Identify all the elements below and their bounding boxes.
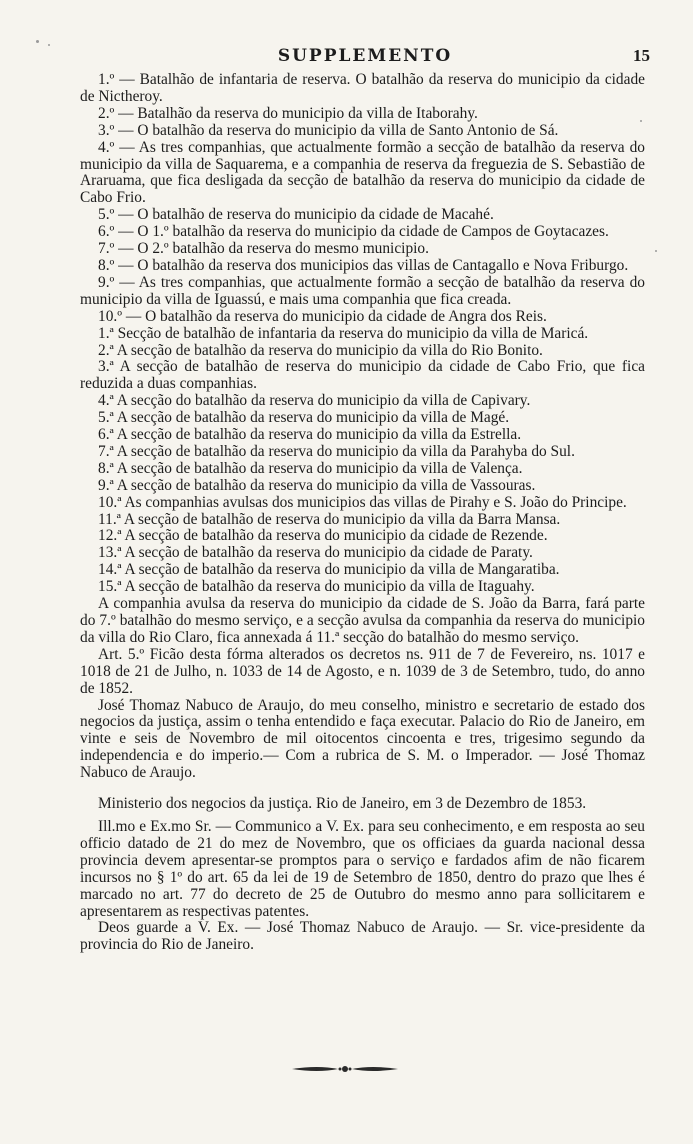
decree-item: 6.ª A secção de batalhão da reserva do municipio da villa da Estrella. xyxy=(98,426,522,444)
decree-item: 8.º — O batalhão da reserva dos municipios das villas de Cantagallo e Nova Friburgo. xyxy=(98,256,629,274)
decree-item: 5.ª A secção de batalhão da reserva do municipio da villa de Magé. xyxy=(98,409,510,427)
decree-item: 10.º — O batalhão da reserva do municipio da cidade de Angra dos Reis. xyxy=(98,307,547,325)
page-number: 15 xyxy=(633,46,650,65)
decree-paragraph: Art. 5.º Ficão desta fórma alterados os decretos ns. 911 de 7 de Fevereiro, ns. 1017 e 1018 de 21 de Julho, n. 1033 de 14 de Agosto, e n. 1039 de 3 de Setembro, tudo, do anno de 1852. xyxy=(80,645,645,697)
circular-paragraph: Deos guarde a V. Ex. — José Thomaz Nabuco de Araujo. — Sr. vice-presidente da provincia do Rio de Janeiro. xyxy=(80,919,645,954)
print-speck xyxy=(640,120,642,122)
running-head: SUPPLEMENTO xyxy=(277,46,453,66)
decree-item: 7.º — O 2.º batalhão da reserva do mesmo municipio. xyxy=(98,240,429,258)
decree-item: 12.ª A secção de batalhão da reserva do municipio da cidade de Rezende. xyxy=(98,527,548,545)
decree-item: 3.ª A secção de batalhão de reserva do municipio da cidade de Cabo Frio, que fica reduzida a duas companhias. xyxy=(80,358,645,393)
circular-paragraphs xyxy=(80,819,645,954)
circular-paragraph: Ill.mo e Ex.mo Sr. — Communico a V. Ex. para seu conhecimento, e em resposta ao seu officio datado de 21 do mez de Novembro, que os officiaes da guarda nacional dessa provincia devem apresentar-se promptos para o serviço e fardados afim de não ficarem incursos no § 1º do art. 65 da lei de 19 de Setembro de 1850, dentro do prazo que lhes é marcado no art. 77 do decreto de 25 de Outubro do mesmo anno para sollicitarem e apresentarem as respectivas patentes. xyxy=(80,817,645,920)
decree-item-list xyxy=(80,72,645,596)
decree-item: 9.ª A secção de batalhão da reserva do municipio da villa de Vassouras. xyxy=(98,476,536,494)
decree-paragraph: José Thomaz Nabuco de Araujo, do meu conselho, ministro e secretario de estado dos negocios da justiça, assim o tenha entendido e faça executar. Palacio do Rio de Janeiro, em vinte e seis de Novembro de mil oitocentos cincoenta e tres, trigesimo segundo da independencia e do imperio.— Com a rubrica de S. M. o Imperador. — José Thomaz Nabuco de Araujo. xyxy=(80,696,645,782)
decree-item: 15.ª A secção de batalhão da reserva do municipio da villa de Itaguahy. xyxy=(98,578,535,596)
print-speck xyxy=(48,44,50,46)
page-header xyxy=(80,46,650,70)
decree-item: 2.ª A secção de batalhão da reserva do municipio da villa do Rio Bonito. xyxy=(98,341,543,359)
decree-item: 9.º — As tres companhias, que actualmente formão a secção de batalhão da reserva do municipio da villa de Iguassú, e mais uma companhia que fica creada. xyxy=(80,273,645,308)
decree-item: 3.º — O batalhão da reserva do municipio da villa de Santo Antonio de Sá. xyxy=(98,121,559,139)
print-speck xyxy=(655,250,657,252)
decree-item: 1.ª Secção de batalhão de infantaria da reserva do municipio da villa de Maricá. xyxy=(98,324,589,342)
decree-item: 6.º — O 1.º batalhão da reserva do municipio da cidade de Campos de Goytacazes. xyxy=(98,223,609,241)
decree-item: 11.ª A secção de batalhão de reserva do municipio da villa da Barra Mansa. xyxy=(98,510,561,528)
body-text xyxy=(80,72,645,954)
decree-item: 4.ª A secção do batalhão da reserva do municipio da villa de Capivary. xyxy=(98,392,531,410)
decree-item: 10.ª As companhias avulsas dos municipios das villas de Pirahy e S. João do Principe. xyxy=(98,493,627,511)
decree-paragraph: A companhia avulsa da reserva do municipio da cidade de S. João da Barra, fará parte do 7.º batalhão do mesmo serviço, e a secção avulsa da companhia da reserva do municipio da villa do Rio Claro, fica annexada á 11.ª secção do batalhão do mesmo serviço. xyxy=(80,595,645,646)
decree-paragraphs xyxy=(80,596,645,782)
decree-item: 1.º — Batalhão de infantaria de reserva. O batalhão da reserva do municipio da cidade de Nictheroy. xyxy=(80,71,645,105)
end-ornament-icon xyxy=(290,1064,400,1074)
decree-item: 5.º — O batalhão de reserva do municipio da cidade de Macahé. xyxy=(98,206,494,224)
decree-item: 2.º — Batalhão da reserva do municipio da villa de Itaborahy. xyxy=(98,104,478,122)
circular-heading: Ministerio dos negocios da justiça. Rio de Janeiro, em 3 de Dezembro de 1853. xyxy=(98,795,587,813)
decree-item: 13.ª A secção de batalhão da reserva do municipio da cidade de Paraty. xyxy=(98,544,533,562)
decree-item: 7.ª A secção de batalhão da reserva do municipio da villa da Parahyba do Sul. xyxy=(98,442,575,460)
decree-item: 14.ª A secção de batalhão da reserva do municipio da villa de Mangaratiba. xyxy=(98,561,560,579)
decree-item: 8.ª A secção de batalhão da reserva do municipio da villa de Valença. xyxy=(98,459,523,477)
print-speck xyxy=(36,40,39,43)
decree-item: 4.º — As tres companhias, que actualmente formão a secção de batalhão da reserva do municipio da villa de Saquarema, e a companhia de reserva da freguezia de S. Sebastião de Araruama, que fica desligada da secção de batalhão da reserva do municipio da cidade de Cabo Frio. xyxy=(80,138,645,207)
